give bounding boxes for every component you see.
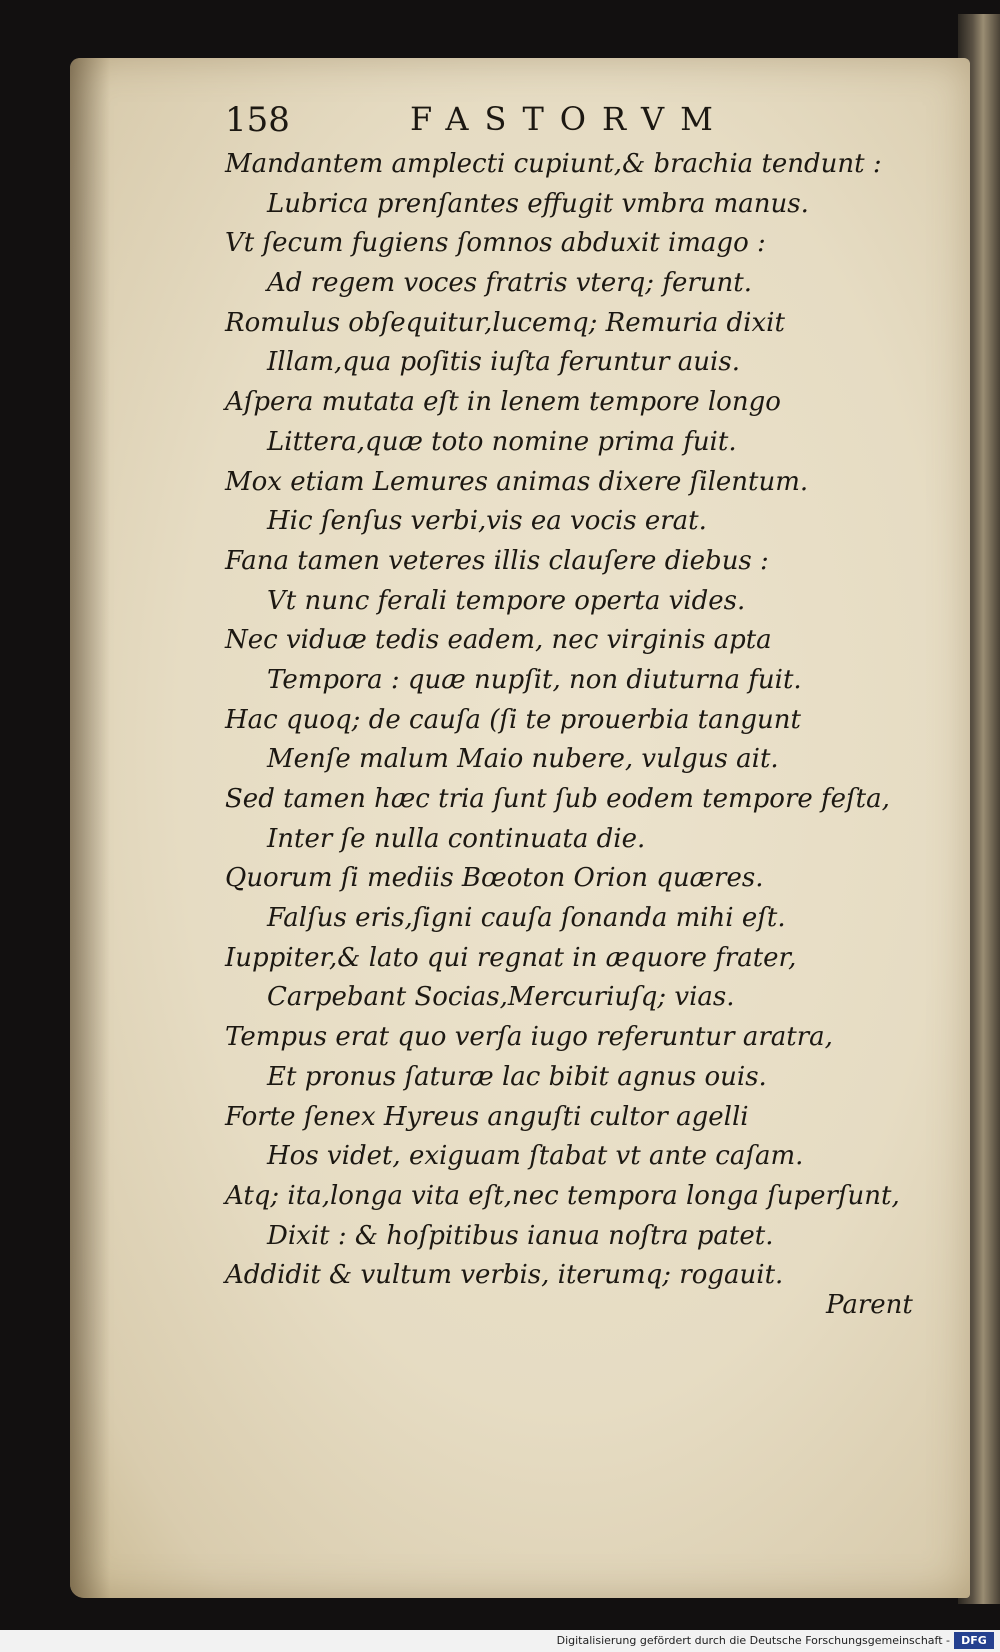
funding-note: Digitalisierung gefördert durch die Deutsche Forschungsgemeinschaft - xyxy=(556,1634,950,1647)
verse-text xyxy=(225,145,925,1296)
verse-line: Illam,qua poſitis iuſta feruntur auis. xyxy=(267,347,740,378)
verse-line: Tempora : quæ nupſit, non diuturna fuit. xyxy=(267,664,802,695)
verse-line: Quorum ſi mediis Bœoton Orion quæres. xyxy=(225,863,764,894)
verse-line: Mox etiam Lemures animas dixere ſilentum. xyxy=(225,466,809,497)
verse-line: Carpebant Socias,Mercuriuſq; vias. xyxy=(267,982,735,1013)
verse-line: Vt ſecum fugiens ſomnos abduxit imago : xyxy=(225,228,766,259)
verse-line: Mandantem amplecti cupiunt,& brachia tendunt : xyxy=(225,149,882,179)
page-header xyxy=(225,100,765,150)
verse-line: Tempus erat quo verſa iugo referuntur aratra, xyxy=(225,1022,833,1053)
verse-line: Addidit & vultum verbis, iterumq; rogauit. xyxy=(225,1260,784,1291)
dfg-logo: DFG xyxy=(954,1632,994,1649)
verse-line: Aſpera mutata eſt in lenem tempore longo xyxy=(225,387,781,418)
verse-line: Lubrica prenſantes effugit vmbra manus. xyxy=(267,188,809,219)
verse-line: Hic ſenſus verbi,vis ea vocis erat. xyxy=(267,506,707,537)
verse-line: Hos videt, exiguam ſtabat vt ante caſam. xyxy=(267,1141,804,1172)
verse-line: Dixit : & hoſpitibus ianua noſtra patet. xyxy=(267,1220,774,1251)
verse-line: Atq; ita,longa vita eſt,nec tempora longa ſuperſunt, xyxy=(225,1180,900,1211)
verse-line: Inter ſe nulla continuata die. xyxy=(267,823,646,854)
verse-line: Iuppiter,& lato qui regnat in æquore frater, xyxy=(225,942,797,973)
verse-line: Romulus obſequitur,lucemq; Remuria dixit xyxy=(225,307,785,338)
verse-line: Littera,quæ toto nomine prima fuit. xyxy=(267,426,737,457)
verse-line: Sed tamen hæc tria ſunt ſub eodem tempore feſta, xyxy=(225,784,890,814)
gutter-shadow xyxy=(70,58,110,1598)
verse-line: Forte ſenex Hyreus anguſti cultor agelli xyxy=(225,1101,749,1132)
verse-line: Vt nunc ferali tempore operta vides. xyxy=(267,585,746,616)
verse-line: Nec viduæ tedis eadem, nec virginis apta xyxy=(225,625,772,656)
verse-line: Hac quoq; de cauſa (ſi te prouerbia tangunt xyxy=(225,704,801,735)
page-number: 158 xyxy=(225,100,290,140)
verse-line: Fana tamen veteres illis clauſere diebus : xyxy=(225,545,769,576)
verse-line: Ad regem voces fratris vterq; ferunt. xyxy=(267,268,752,299)
verse-line: Et pronus ſaturæ lac bibit agnus ouis. xyxy=(267,1061,767,1092)
catchword: Parent xyxy=(826,1290,913,1320)
funding-footer xyxy=(0,1630,1000,1652)
verse-line: Menſe malum Maio nubere, vulgus ait. xyxy=(267,744,779,775)
running-head: FASTORVM xyxy=(410,100,729,138)
verse-line: Falſus eris,ſigni cauſa ſonanda mihi eſt. xyxy=(267,903,786,934)
